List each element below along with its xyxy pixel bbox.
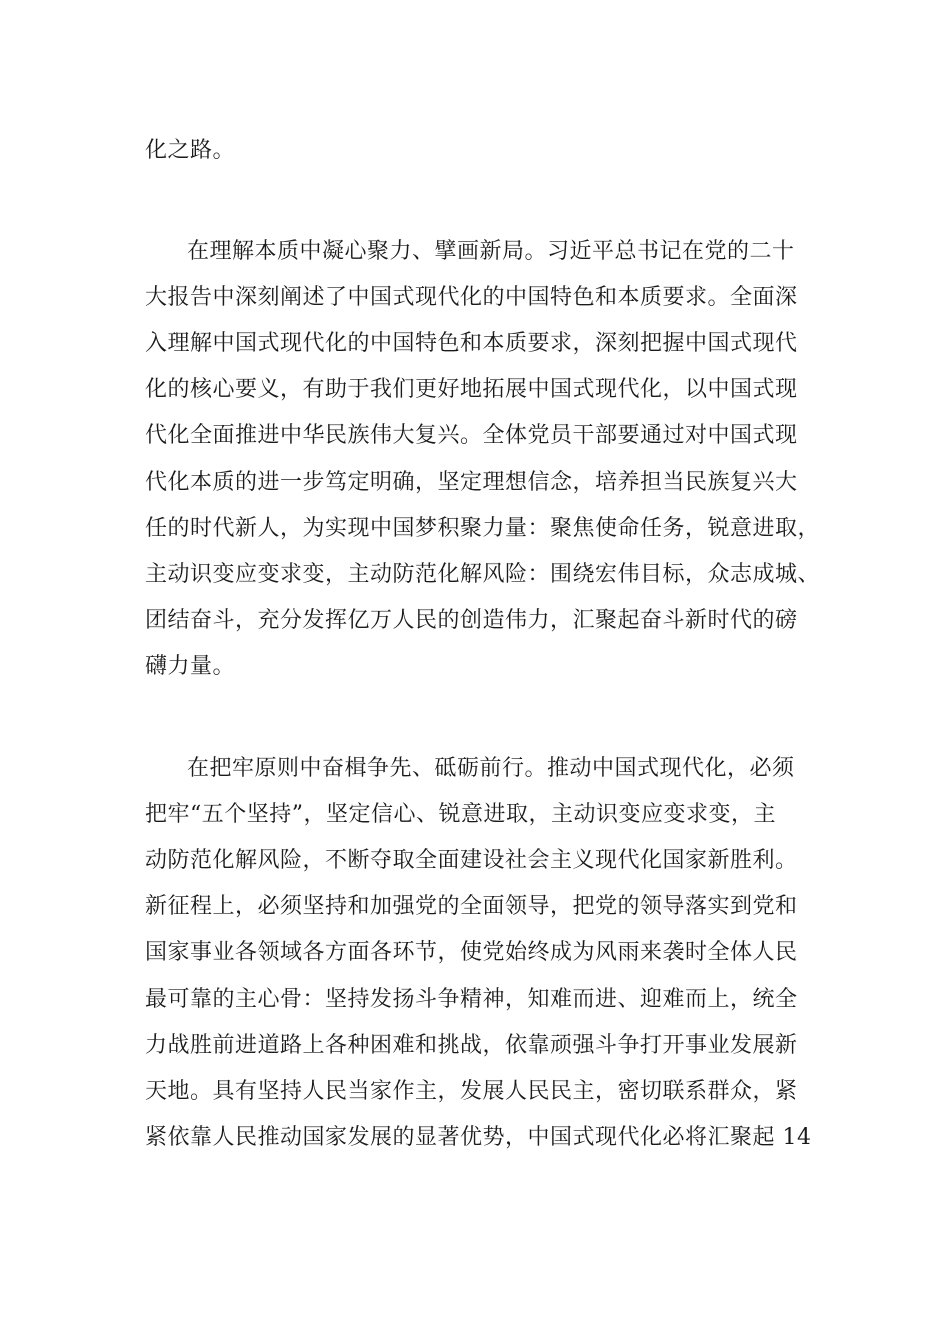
text-line: 团结奋斗，充分发挥亿万人民的创造伟力，汇聚起奋斗新时代的磅 [145, 608, 798, 633]
text-line: 代化全面推进中华民族伟大复兴。全体党员干部要通过对中国式现 [145, 423, 798, 448]
text-line: 最可靠的主心骨：坚持发扬斗争精神，知难而进、迎难而上，统全 [145, 987, 798, 1012]
paragraph-first-line: 在把牢原则中奋楫争先、砥砺前行。推动中国式现代化，必须 [187, 756, 795, 781]
text-line: 天地。具有坚持人民当家作主，发展人民民主，密切联系群众，紧 [145, 1079, 798, 1104]
text-line: 国家事业各领域各方面各环节，使党始终成为风雨来袭时全体人民 [145, 940, 798, 965]
paragraph-first-line: 在理解本质中凝心聚力、擘画新局。习近平总书记在党的二十 [187, 239, 795, 264]
text-line: 化的核心要义，有助于我们更好地拓展中国式现代化，以中国式现 [145, 377, 798, 402]
text-line: 礴力量。 [145, 654, 236, 679]
text-line: 入理解中国式现代化的中国特色和本质要求，深刻把握中国式现代 [145, 331, 798, 356]
text-line: 大报告中深刻阐述了中国式现代化的中国特色和本质要求。全面深 [145, 285, 798, 310]
text-line: 主动识变应变求变，主动防范化解风险：围绕宏伟目标，众志成城、 [145, 562, 821, 587]
text-line: 代化本质的进一步笃定明确，坚定理想信念，培养担当民族复兴大 [145, 470, 798, 495]
text-line: 紧依靠人民推动国家发展的显著优势，中国式现代化必将汇聚起 14 [145, 1125, 812, 1150]
text-line: 力战胜前进道路上各种困难和挑战，依靠顽强斗争打开事业发展新 [145, 1033, 798, 1058]
text-line: 把牢“五个坚持”，坚定信心、锐意进取，主动识变应变求变，主 [145, 802, 776, 827]
text-line: 动防范化解风险，不断夺取全面建设社会主义现代化国家新胜利。 [145, 848, 798, 873]
text-line: 化之路。 [145, 138, 236, 163]
text-line: 任的时代新人，为实现中国梦积聚力量：聚焦使命任务，锐意进取， [145, 516, 821, 541]
text-line: 新征程上，必须坚持和加强党的全面领导，把党的领导落实到党和 [145, 894, 798, 919]
